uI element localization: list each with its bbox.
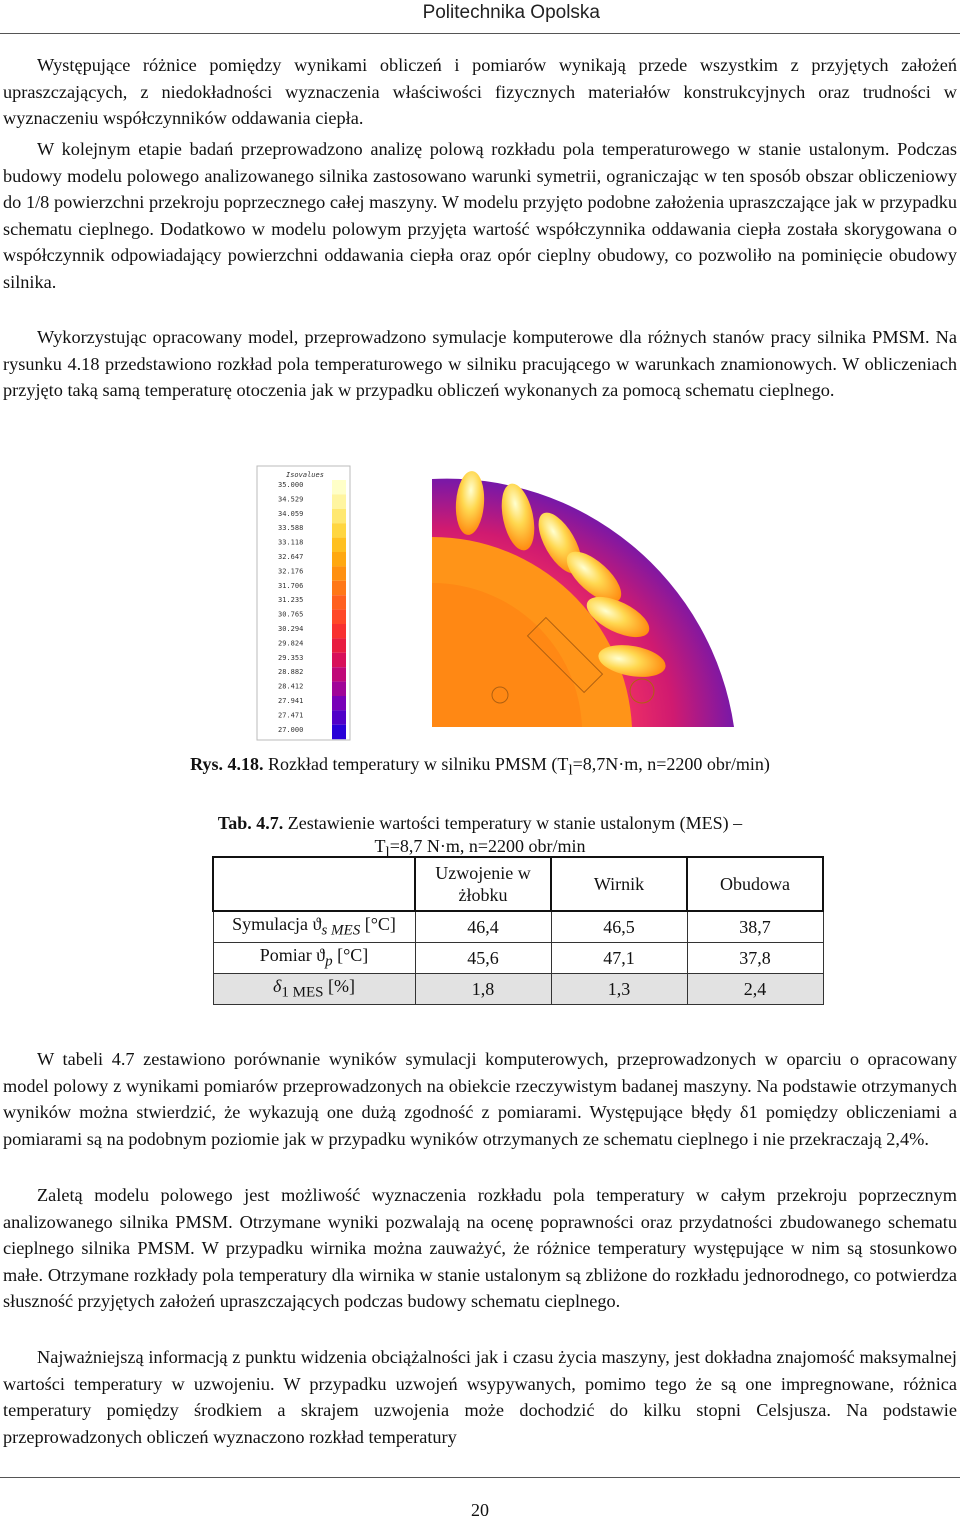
table-caption-line2: =8,7 N·m, n=2200 obr/min bbox=[389, 836, 586, 856]
legend-swatch bbox=[332, 696, 346, 710]
legend-swatch bbox=[332, 710, 346, 724]
paragraph-4: W tabeli 4.7 zestawiono porównanie wyników symulacji komputerowych, przeprowadzonych w oparciu o opracowany model polowy z wynikami pomiarów przeprowadzonych na obiekcie rzeczywistym badanej maszyny. Na podstawie otrzymanych wyników można stwierdzić, że wykazują one dużą zgodność z pomiarami. Występujące błędy δ1 pomiędzy obliczeniami a pomiarami są na podobnym poziomie jak w przypadku wyników otrzymanych ze schematu cieplnego i nie przekraczają 2,4%. bbox=[3, 1049, 957, 1149]
paragraph-2: W kolejnym etapie badań przeprowadzono analizę polową rozkładu pola temperaturowego w stanie ustalonym. Podczas budowy modelu polowego analizowanego silnika zastosowano warunki symetrii, ograniczając w ten sposób obszar obliczeniowy do 1/8 powierzchni przekroju poprzecznego całej maszyny. W modelu przyjęto podobne założenia upraszczające jak w przypadku schematu cieplnego. Dodatkowo w modelu polowym przyjęta wartość współczynnika oddawania ciepła została skorygowana o współczynnik odpowiadający powierzchni oddawania ciepła oraz opór cieplny obudowy, co pozwoliło na pominięcie obudowy silnika. bbox=[3, 139, 957, 292]
legend-value: 28.882 bbox=[278, 668, 304, 677]
legend-value: 28.412 bbox=[278, 682, 304, 691]
legend-value: 30.765 bbox=[278, 610, 304, 619]
row-label: $\delta_{1 MES}$ [%] bbox=[213, 974, 415, 1005]
row-label: Pomiar $ϑ_p$ [°C] bbox=[213, 943, 415, 974]
figure-caption-sub: l bbox=[568, 762, 573, 779]
table-corner bbox=[213, 857, 415, 911]
figure-caption-text: Rozkład temperatury w silniku PMSM (T bbox=[267, 754, 569, 774]
legend-value: 30.294 bbox=[278, 625, 304, 633]
table-cell: 46,5 bbox=[551, 911, 687, 943]
legend-value: 29.824 bbox=[278, 639, 304, 648]
figure-caption bbox=[0, 754, 960, 780]
table-header-row bbox=[213, 857, 823, 911]
legend-swatch bbox=[332, 610, 346, 624]
table-header-cell: Uzwojenie w żłobku bbox=[415, 857, 551, 911]
legend-swatch bbox=[332, 480, 346, 494]
legend-swatch bbox=[332, 653, 346, 667]
figure-caption-label: Rys. 4.18. bbox=[190, 754, 264, 774]
legend-value: 33.588 bbox=[278, 524, 304, 533]
header-title: Politechnika Opolska bbox=[422, 2, 600, 23]
table-cell: 47,1 bbox=[551, 943, 687, 974]
table-cell: 1,8 bbox=[415, 974, 551, 1005]
legend-value: 31.706 bbox=[278, 581, 304, 590]
legend-value: 27.471 bbox=[278, 711, 304, 720]
paragraph-1: Występujące różnice pomiędzy wynikami obliczeń i pomiarów wynikają przede wszystkim z przyjętych założeń upraszczających, z niedokładności wyznaczenia właściwości fizycznych materiałów konstrukcyjnych oraz trudności w wyznaczeniu współczynników oddawania ciepła. bbox=[3, 55, 957, 129]
fem-plot bbox=[256, 465, 746, 743]
legend-swatch bbox=[332, 667, 346, 681]
legend-swatch bbox=[332, 566, 346, 580]
results-table bbox=[212, 856, 824, 1005]
paragraph-3: Wykorzystując opracowany model, przeprowadzono symulacje komputerowe dla różnych stanów pracy silnika PMSM. Na rysunku 4.18 przedstawiono rozkład pola temperaturowego w silniku pracującego w warunkach znamionowych. W obliczeniach przyjęto taką samą temperaturę otoczenia jak w przypadku obliczeń wykonanych za pomocą schematu cieplnego. bbox=[3, 327, 957, 401]
legend-value: 32.647 bbox=[278, 553, 304, 561]
row-label: Symulacja $ϑ_{s MES}$ [°C] bbox=[213, 911, 415, 943]
header-rule bbox=[0, 33, 960, 34]
legend-swatch bbox=[332, 509, 346, 523]
table-header-cell: Obudowa bbox=[687, 857, 823, 911]
figure-caption-rest: =8,7N·m, n=2200 obr/min) bbox=[572, 754, 770, 774]
table-caption-symbol: T bbox=[374, 836, 386, 856]
legend-swatch bbox=[332, 581, 346, 595]
table-row bbox=[213, 974, 823, 1005]
legend-swatch bbox=[332, 624, 346, 638]
legend-swatch bbox=[332, 523, 346, 537]
table-header-cell: Wirnik bbox=[551, 857, 687, 911]
legend-swatch bbox=[332, 552, 346, 566]
legend-swatch bbox=[332, 494, 346, 508]
legend-value: 33.118 bbox=[278, 538, 304, 547]
legend-swatch bbox=[332, 538, 346, 552]
table-row bbox=[213, 911, 823, 943]
legend-value: 32.176 bbox=[278, 567, 304, 576]
table-cell: 1,3 bbox=[551, 974, 687, 1005]
legend-swatch bbox=[332, 682, 346, 696]
legend-value: 34.529 bbox=[278, 495, 304, 504]
paragraph-6: Najważniejszą informacją z punktu widzenia obciążalności jak i czasu życia maszyny, jest dokładna znajomość maksymalnej wartości temperatury w uzwojeniu. W przypadku uzwojeń wsypywanych, pomimo tego że są one impregnowane, różnica temperatury pomiędzy środkiem a skrajem uzwojenia może dochodzić do kilku stopni Celsjusza. Na podstawie przeprowadzonych obliczeń wyznaczono rozkład temperatury bbox=[3, 1347, 957, 1447]
temperature-field-figure bbox=[256, 465, 746, 743]
page-header bbox=[0, 0, 960, 34]
legend-title: Isovalues bbox=[286, 471, 324, 479]
table-caption-line1: Zestawienie wartości temperatury w stanie ustalonym (MES) – bbox=[287, 813, 743, 833]
table-cell: 45,6 bbox=[415, 943, 551, 974]
table-caption-sub: l bbox=[385, 844, 390, 861]
legend-value: 27.941 bbox=[278, 697, 304, 705]
legend-value: 35.000 bbox=[278, 481, 304, 489]
legend-value: 31.235 bbox=[278, 596, 304, 605]
table-cell: 37,8 bbox=[687, 943, 823, 974]
legend-value: 29.353 bbox=[278, 653, 304, 662]
footer-rule bbox=[0, 1477, 960, 1478]
table-cell: 46,4 bbox=[415, 911, 551, 943]
legend-value: 27.000 bbox=[278, 725, 304, 734]
legend-swatch bbox=[332, 725, 346, 739]
table-caption-label: Tab. 4.7. bbox=[217, 813, 284, 833]
motor-sector bbox=[432, 465, 746, 743]
paragraph-5: Zaletą modelu polowego jest możliwość wyznaczenia rozkładu pola temperatury w całym przekroju poprzecznym analizowanego silnika PMSM. Otrzymane wyniki pozwalają na ocenę poprawności oraz przydatności zbudowanego schematu cieplnego silnika PMSM. W przypadku wirnika można zauważyć, że różnice temperatury występujące w nim są stosunkowo małe. Otrzymane rozkłady pola temperatury dla wirnika w stanie ustalonym są zbliżone do rozkładu jednorodnego, co potwierdza słuszność przyjętych założeń upraszczających podczas budowy schematu cieplnego. bbox=[3, 1185, 957, 1312]
isovalues-legend bbox=[257, 466, 350, 740]
table-row bbox=[213, 943, 823, 974]
legend-swatch bbox=[332, 595, 346, 609]
table-cell: 38,7 bbox=[687, 911, 823, 943]
legend-value: 34.059 bbox=[278, 509, 304, 518]
legend-swatch bbox=[332, 638, 346, 652]
table-cell: 2,4 bbox=[687, 974, 823, 1005]
page-number: 20 bbox=[471, 1500, 489, 1520]
